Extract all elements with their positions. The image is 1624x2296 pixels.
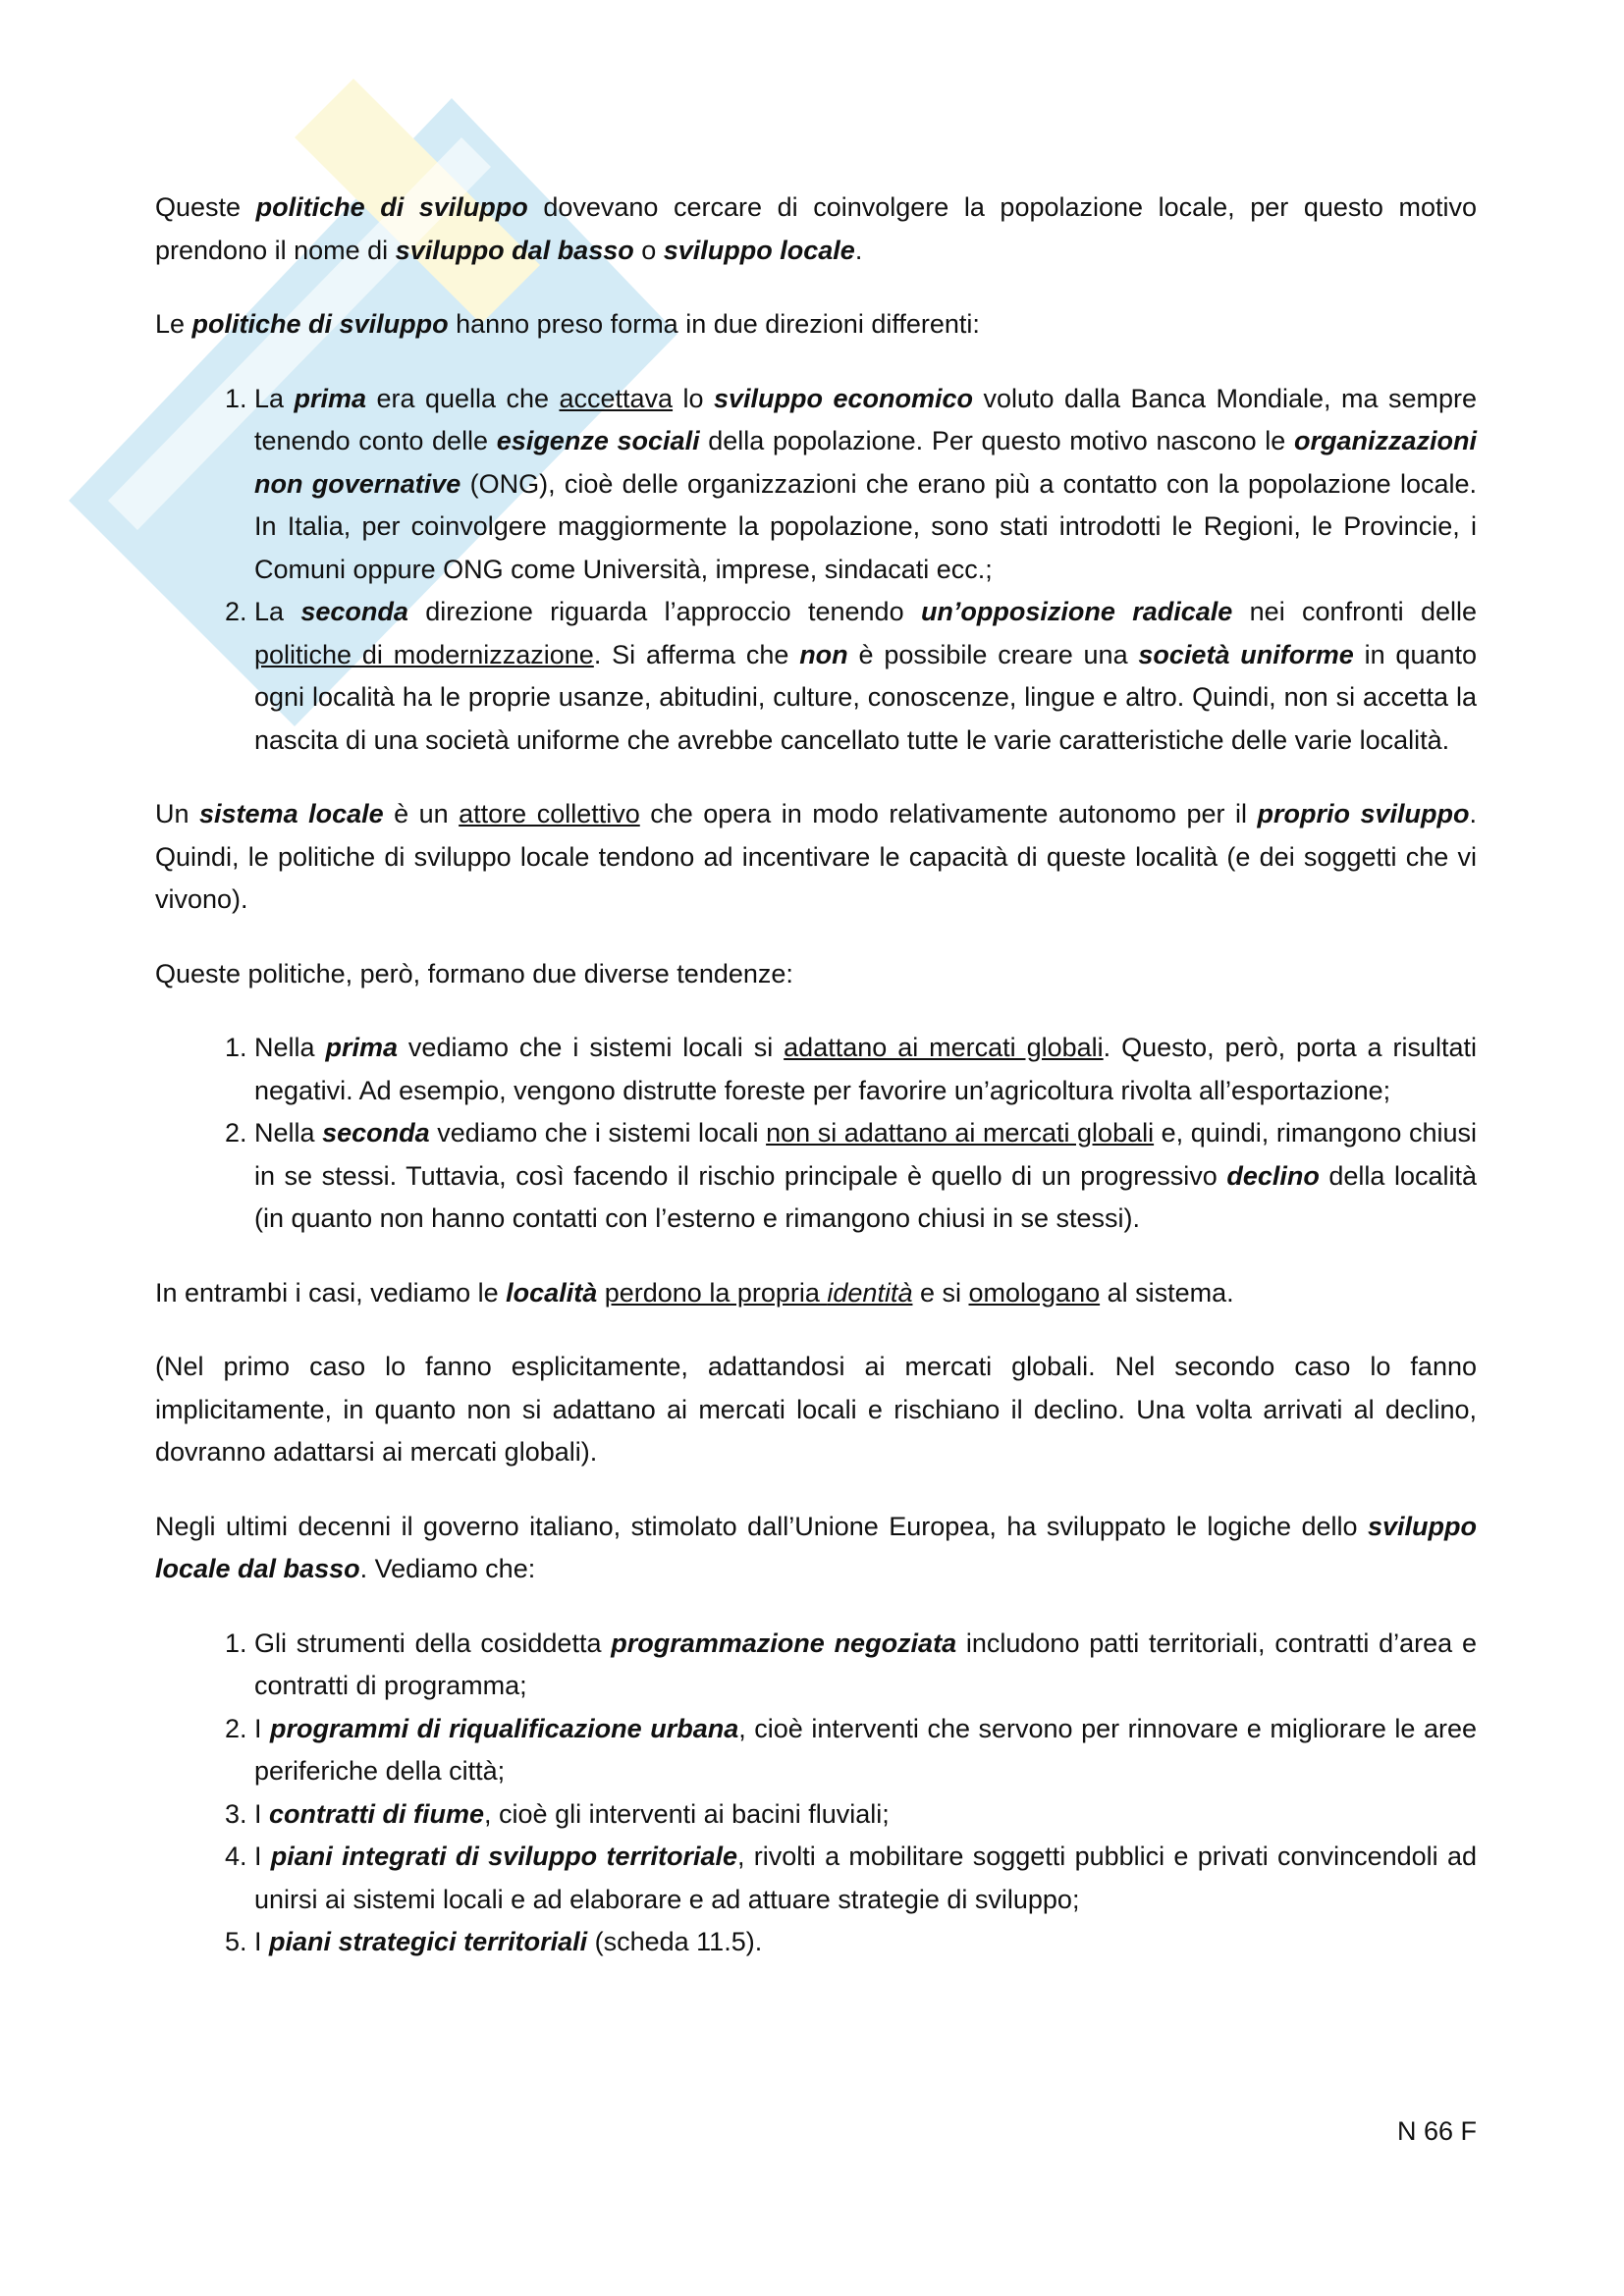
emphasis: sviluppo locale dal basso: [155, 1511, 1477, 1583]
text: I: [254, 1842, 271, 1871]
text: nei confronti delle: [1232, 597, 1477, 626]
text: della popolazione. Per questo motivo nascono le: [699, 426, 1294, 455]
underlined-text: politiche di modernizzazione: [254, 639, 594, 669]
list-instruments: [155, 1623, 1477, 1964]
text: dovevano cercare di coinvolgere la popolazione locale, per questo motivo prendono il nome di: [155, 192, 1477, 265]
underlined-text: non si adattano ai mercati globali: [766, 1118, 1155, 1148]
text: . Quindi, le politiche di sviluppo locale tendono ad incentivare le capacità di queste località (e dei soggetti che vi vivono).: [155, 799, 1477, 914]
underlined-text: attore collettivo: [459, 799, 640, 828]
text: è un: [383, 799, 460, 828]
text: al sistema.: [1100, 1277, 1234, 1308]
emphasis: un’opposizione radicale: [920, 597, 1233, 626]
emphasis: prima: [325, 1033, 398, 1062]
text: e si: [912, 1277, 969, 1308]
emphasis: contratti di fiume: [269, 1798, 485, 1829]
text: è possibile creare una: [847, 639, 1139, 669]
emphasis: organizzazioni non governative: [254, 426, 1477, 499]
text: hanno preso forma in due direzioni differenti:: [448, 309, 980, 339]
underlined-text: [605, 1278, 913, 1308]
text: lo: [673, 383, 714, 413]
page-number: N 66 F: [1396, 2116, 1477, 2146]
emphasis: programmi di riqualificazione urbana: [270, 1713, 739, 1743]
emphasis: politiche di sviluppo: [255, 192, 528, 222]
text: .: [854, 235, 863, 265]
text: (scheda 11.5).: [587, 1927, 763, 1956]
emphasis: società uniforme: [1138, 639, 1354, 669]
document-page: [155, 187, 1477, 1996]
text: vediamo che i sistemi locali: [429, 1118, 767, 1148]
text: , cioè gli interventi ai bacini fluviali;: [484, 1798, 890, 1829]
text: Un: [155, 799, 200, 828]
list-item: [254, 1836, 1477, 1921]
paragraph-local-system: [155, 793, 1477, 922]
text: Nella: [254, 1033, 326, 1062]
emphasis: sviluppo economico: [714, 383, 973, 413]
paragraph-italian-government: [155, 1506, 1477, 1591]
list-item: [254, 378, 1477, 592]
underlined-text: omologano: [968, 1277, 1101, 1308]
text: [597, 1278, 605, 1308]
paragraph-note: [155, 1346, 1477, 1474]
text: Gli strumenti della cosiddetta: [254, 1628, 612, 1658]
text: (ONG), cioè delle organizzazioni che erano più a contatto con la popolazione locale. In Italia, per coinvolgere maggiormente la popolazione, sono stati introdotti le Regioni, le Provincie, i Comuni oppure ONG come Università, imprese, sindacati ecc.;: [254, 468, 1478, 584]
emphasis: seconda: [322, 1118, 430, 1148]
text: I: [254, 1713, 271, 1743]
text: Negli ultimi decenni il governo italiano, stimolato dall’Unione Europea, ha sviluppato le logiche dello: [155, 1511, 1368, 1541]
text: era quella che: [366, 383, 560, 413]
emphasis: declino: [1226, 1160, 1320, 1191]
emphasis: sviluppo locale: [663, 235, 855, 265]
emphasis: piani strategici territoriali: [269, 1927, 588, 1956]
list-tendencies: [155, 1027, 1477, 1241]
text: Queste: [155, 192, 256, 222]
text: della località (in quanto non hanno contatti con l’esterno e rimangono chiusi in se stessi).: [254, 1160, 1478, 1233]
paragraph-directions: [155, 303, 1477, 347]
emphasis: esigenze sociali: [496, 426, 700, 455]
list-item: [254, 1708, 1477, 1793]
paragraph-tendencies: [155, 953, 1477, 996]
text: I: [254, 1798, 270, 1829]
list-item: [254, 1112, 1477, 1241]
emphasis: sistema locale: [199, 799, 384, 828]
text: includono patti territoriali, contratti d’area e contratti di programma;: [254, 1628, 1477, 1700]
paragraph-both-cases: [155, 1272, 1477, 1315]
text: che opera in modo relativamente autonomo per il: [639, 799, 1258, 828]
italic-text: identità: [827, 1277, 913, 1308]
text: perdono la propria: [604, 1277, 828, 1308]
emphasis: non: [799, 639, 848, 669]
emphasis: piani integrati di sviluppo territoriale: [270, 1842, 738, 1871]
text: e, quindi, rimangono chiusi in se stessi. Tuttavia, così facendo il rischio principale è quello di un progressivo: [254, 1118, 1478, 1191]
list-item: [254, 591, 1477, 762]
paragraph-intro: [155, 187, 1477, 272]
emphasis: prima: [294, 383, 367, 413]
emphasis: programmazione negoziata: [611, 1628, 957, 1658]
list-directions: [155, 378, 1477, 763]
text: direzione riguarda l’approccio tenendo: [407, 597, 921, 626]
emphasis: località: [506, 1277, 598, 1308]
text: I: [254, 1927, 270, 1956]
text: Le: [155, 309, 192, 339]
text: , rivolti a mobilitare soggetti pubblici e privati convincendoli ad unirsi ai sistemi locali e ad elaborare e ad attuare strategie di sviluppo;: [254, 1842, 1477, 1914]
text: . Vediamo che:: [359, 1554, 536, 1583]
text: (Nel primo caso lo fanno esplicitamente, adattandosi ai mercati globali. Nel secondo caso lo fanno implicitamente, in quanto non si adattano ai mercati locali e rischiano il declino. Una volta arrivati al declino, dovranno adattarsi ai mercati globali).: [155, 1352, 1477, 1467]
text: In entrambi i casi, vediamo le: [155, 1277, 507, 1308]
text: Queste politiche, però, formano due diverse tendenze:: [155, 958, 793, 988]
text: La: [254, 383, 295, 413]
text: Nella: [254, 1118, 323, 1148]
text: , cioè interventi che servono per rinnovare e migliorare le aree periferiche della città;: [254, 1713, 1477, 1786]
underlined-text: accettava: [559, 383, 674, 413]
text: in quanto ogni località ha le proprie usanze, abitudini, culture, conoscenze, lingue e altro. Quindi, non si accetta la nascita di una società uniforme che avrebbe cancellato tutte le varie caratteristiche delle varie località.: [254, 639, 1478, 755]
text: vediamo che i sistemi locali si: [398, 1033, 785, 1062]
text: voluto dalla Banca Mondiale, ma sempre tenendo conto delle: [254, 383, 1477, 455]
text: . Questo, però, porta a risultati negativi. Ad esempio, vengono distrutte foreste per favorire un’agricoltura rivolta all’esportazione;: [254, 1033, 1477, 1105]
text: La: [254, 597, 301, 626]
underlined-text: adattano ai mercati globali: [784, 1033, 1104, 1062]
emphasis: proprio sviluppo: [1257, 799, 1470, 828]
emphasis: seconda: [300, 597, 408, 626]
list-item: [254, 1793, 1477, 1837]
list-item: [254, 1027, 1477, 1112]
list-item: [254, 1623, 1477, 1708]
emphasis: politiche di sviluppo: [191, 309, 449, 339]
text: o: [633, 235, 664, 265]
text: . Si afferma che: [593, 639, 800, 669]
list-item: [254, 1921, 1477, 1964]
emphasis: sviluppo dal basso: [395, 235, 634, 265]
